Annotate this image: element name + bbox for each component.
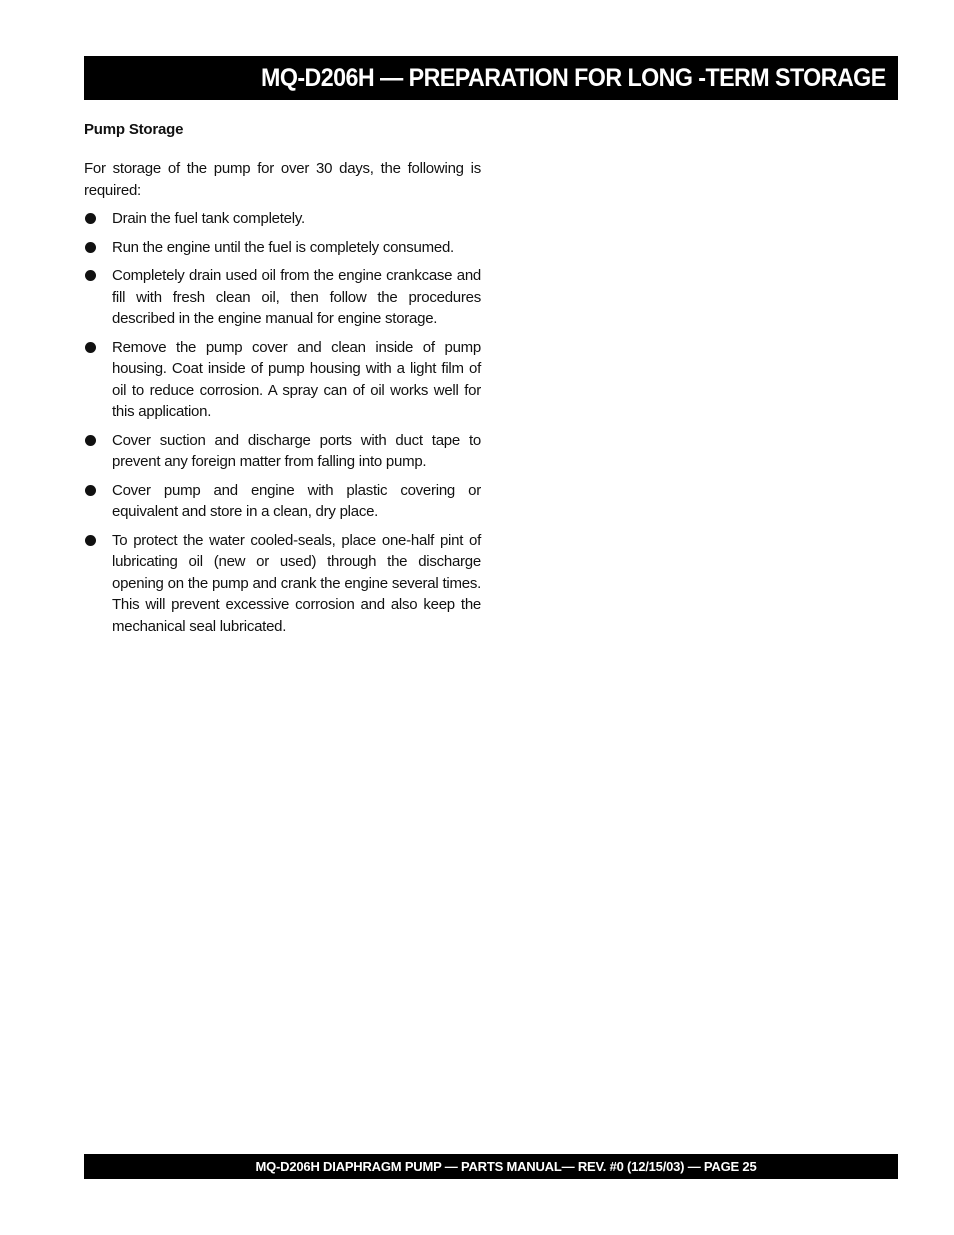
list-item-text: Remove the pump cover and clean inside of pump housing. Coat inside of pump housing with a light film of oil to reduce corrosion. A spray can of oil works well for this application.: [112, 338, 481, 420]
page-footer-bar: [84, 1154, 898, 1179]
list-item-text: Completely drain used oil from the engine crankcase and fill with fresh clean oil, then follow the procedures described in the engine manual for engine storage.: [112, 267, 481, 327]
list-item-text: Run the engine until the fuel is completely consumed.: [112, 238, 454, 256]
bullet-icon: [85, 270, 96, 281]
storage-steps-list: [84, 208, 481, 637]
bullet-icon: [85, 485, 96, 496]
page-title: MQ-D206H — PREPARATION FOR LONG -TERM STORAGE: [261, 63, 886, 92]
footer-text: MQ-D206H DIAPHRAGM PUMP — PARTS MANUAL— REV. #0 (12/15/03) — PAGE 25: [255, 1159, 757, 1174]
section-heading: Pump Storage: [84, 121, 184, 138]
list-item: [84, 265, 481, 330]
list-item: [84, 480, 481, 523]
list-item-text: To protect the water cooled-seals, place one-half pint of lubricating oil (new or used) through the discharge opening on the pump and crank the engine several times. This will prevent excessive corrosion and also keep the mechanical seal lubricated.: [112, 531, 481, 635]
list-item-text: Cover pump and engine with plastic covering or equivalent and store in a clean, dry place.: [112, 481, 481, 520]
bullet-icon: [85, 435, 96, 446]
bullet-icon: [85, 342, 96, 353]
list-item-text: Cover suction and discharge ports with duct tape to prevent any foreign matter from falling into pump.: [112, 431, 481, 470]
bullet-icon: [85, 535, 96, 546]
list-item: [84, 430, 481, 473]
page-header-bar: [84, 56, 898, 100]
list-item: [84, 237, 481, 259]
list-item-text: Drain the fuel tank completely.: [112, 210, 305, 227]
list-item: [84, 208, 481, 230]
bullet-icon: [85, 213, 96, 224]
bullet-icon: [85, 242, 96, 253]
intro-paragraph: For storage of the pump for over 30 days, the following is required:: [84, 160, 481, 199]
storage-instructions: [84, 158, 481, 644]
list-item: [84, 337, 481, 423]
list-item: [84, 530, 481, 638]
